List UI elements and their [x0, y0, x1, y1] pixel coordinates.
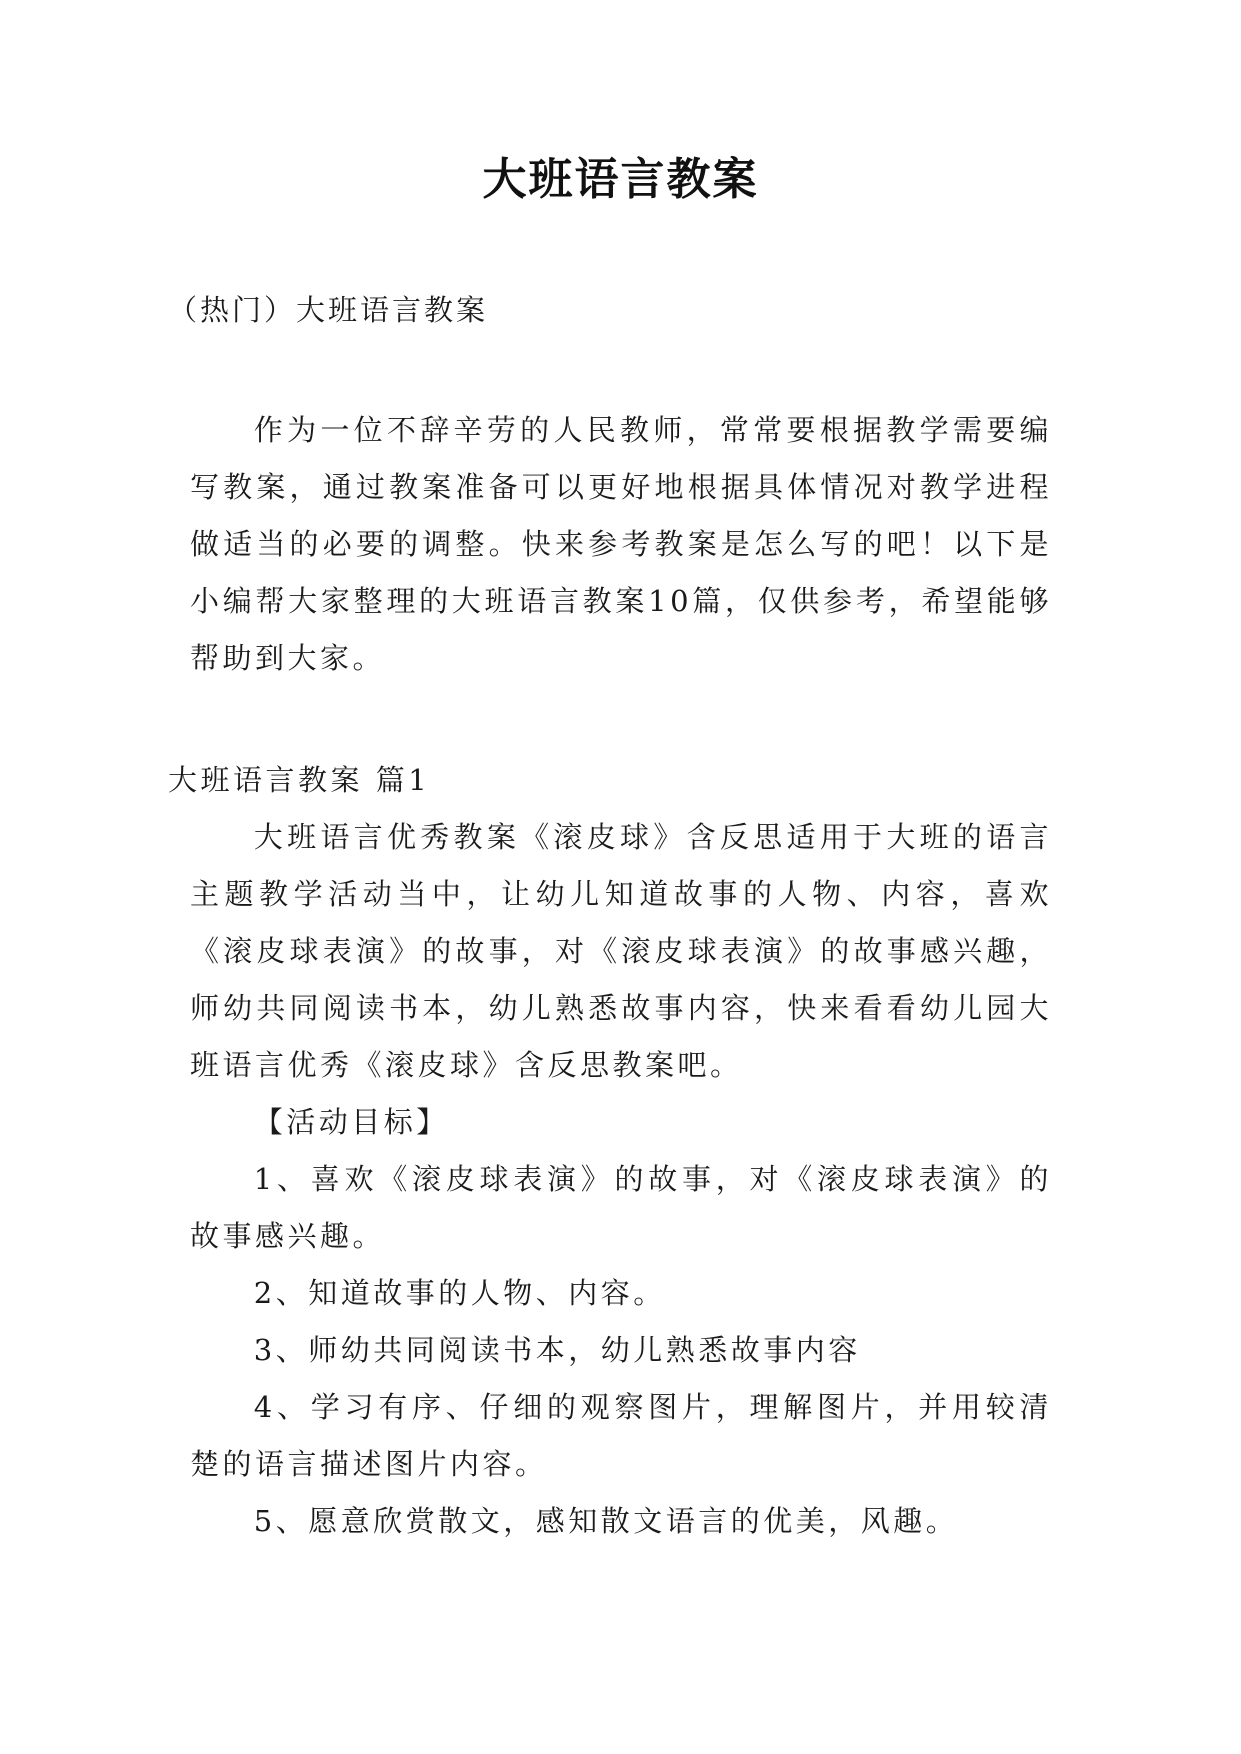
- intro-block: [190, 402, 1052, 687]
- goal-item: 3、师幼共同阅读书本，幼儿熟悉故事内容: [253, 1333, 861, 1367]
- goal-item: 2、知道故事的人物、内容。: [253, 1276, 666, 1310]
- document-subtitle: （热门）大班语言教案: [168, 293, 489, 327]
- goals-heading: 【活动目标】: [253, 1105, 449, 1139]
- goal-item: 5、愿意欣赏散文，感知散文语言的优美，风趣。: [253, 1504, 959, 1538]
- goal-item: 4、学习有序、仔细的观察图片，理解图片，并用较清楚的语言描述图片内容。: [190, 1390, 1052, 1481]
- goal-item: 1、喜欢《滚皮球表演》的故事，对《滚皮球表演》的故事感兴趣。: [190, 1162, 1052, 1253]
- section-1: [168, 752, 1052, 1550]
- document-title: 大班语言教案: [482, 154, 759, 205]
- intro-paragraph: 作为一位不辞辛劳的人民教师，常常要根据教学需要编写教案，通过教案准备可以更好地根据具体情况对教学进程做适当的必要的调整。快来参考教案是怎么写的吧！以下是小编帮大家整理的大班语言教案10篇，仅供参考，希望能够帮助到大家。: [190, 413, 1052, 675]
- section-heading: 大班语言教案 篇1: [168, 763, 431, 797]
- section-description: 大班语言优秀教案《滚皮球》含反思适用于大班的语言主题教学活动当中，让幼儿知道故事的人物、内容，喜欢《滚皮球表演》的故事，对《滚皮球表演》的故事感兴趣，师幼共同阅读书本，幼儿熟悉故事内容，快来看看幼儿园大班语言优秀《滚皮球》含反思教案吧。: [190, 820, 1052, 1082]
